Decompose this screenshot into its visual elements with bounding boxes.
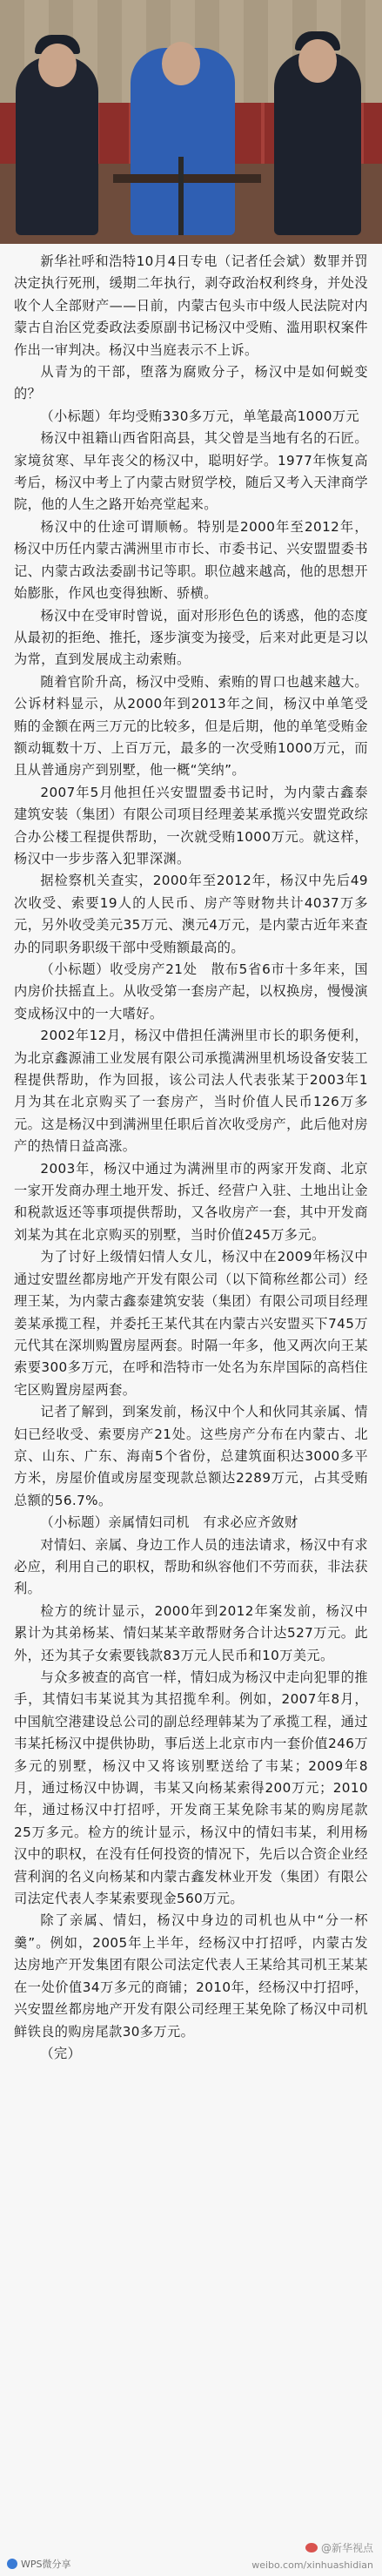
bailiff-right-head	[298, 39, 337, 83]
article-paragraph: 2003年，杨汉中通过为满洲里市的两家开发商、北京一家开发商办理土地开发、拆迁、经营户入驻、土地出让金和税款返还等事项提供帮助，又各收房产一套，其中开发商刘某为其在北京购买的别墅，当时价值245万多元。	[14, 1160, 368, 1243]
footer	[0, 2515, 382, 2576]
weibo-watermark	[305, 2540, 373, 2555]
microphone-stand	[178, 157, 184, 235]
article-paragraph: 2007年5月他担任兴安盟盟委书记时，为内蒙古鑫泰建筑安装（集团）有限公司项目经理姜某承揽兴安盟党政综合办公楼工程提供帮助，一次就受贿1000万元。就这样，杨汉中一步步落入犯罪深渊。	[14, 784, 368, 867]
article-paragraph: 杨汉中在受审时曾说，面对形形色色的诱惑，他的态度从最初的拒绝、推托，逐步演变为接受，后来对此更是习以为常，直到发展成主动索贿。	[14, 607, 368, 668]
article-end-mark: （完）	[40, 2045, 82, 2061]
article-paragraph: 检方的统计显示，2000年到2012年案发前，杨汉中累计为其弟杨某、情妇某某辛敢帮财务合计达527万元。此外，还为其子女索要钱款83万元人民币和10万美元。	[14, 1602, 368, 1663]
article-subheading: （小标题）亲属情妇司机 有求必应齐敛财	[40, 1514, 298, 1531]
article-paragraph: 2002年12月，杨汉中借担任满洲里市长的职务便利，为北京鑫源浦工业发展有限公司承揽满洲里机场设备安装工程提供帮助，作为回报，该公司法人代表张某于2003年1月为其在北京购买了一套房产，当时价值人民币126万多元。这是杨汉中到满洲里任职后首次收受房产，此后他对房产的热情日益高涨。	[14, 1028, 368, 1155]
wps-label: WPS微分享	[21, 2559, 71, 2570]
weibo-handle: @新华视点	[320, 2542, 373, 2554]
article-subheading: （小标题）年均受贿330多万元，单笔最高1000万元	[40, 408, 359, 424]
article-paragraph: 记者了解到，到案发前，杨汉中个人和伙同其亲属、情妇已经收受、索要房产21处。这些房产分布在内蒙古、北京、山东、广东、海南5个省份，总建筑面积达3000多平方米，房屋价值或房屋变现款总额达2289万元，占其受贿总额的56.7%。	[14, 1404, 368, 1508]
bailiff-left-head	[38, 44, 77, 87]
wps-share-tag	[7, 2557, 71, 2571]
article-paragraph: 新华社呼和浩特10月4日专电（记者任会斌）数罪并罚决定执行死刑，缓期二年执行，剥夺政治权利终身，并处没收个人全部财产——日前，内蒙古包头市中级人民法院对内蒙古自治区党委政法委原副书记杨汉中受贿、滥用职权案件作出一审判决。杨汉中当庭表示不上诉。	[14, 253, 368, 358]
weibo-url: weibo.com/xinhuashidian	[251, 2559, 373, 2571]
article-paragraph: 与众多被查的高官一样，情妇成为杨汉中走向犯罪的推手，其情妇韦某说其为其招揽牟利。例如，2007年8月，中国航空港建设总公司的副总经理韩某为了承揽工程，通过韦某托杨汉中提供协助，事后送上北京市内一套价值246万多元的别墅，杨汉中又将该别墅送给了韦某；2009年8月，通过杨汉中协调，韦某又向杨某索得200万元；2010年，通过杨汉中打招呼，开发商王某免除韦某的购房尾款25万多元。检方的统计显示，杨汉中的情妇韦某，利用杨汉中的职权，在没有任何投资的情况下，先后以合资企业经营利润的名义向杨某和内蒙古鑫发林业开发（集团）有限公司法定代表人李某索要现金560万元。	[14, 1669, 368, 1907]
article-paragraph: 杨汉中的仕途可谓顺畅。特别是2000年至2012年，杨汉中历任内蒙古满洲里市市长、市委书记、兴安盟盟委书记、内蒙古政法委副书记等职。职位越来越高，他的思想开始膨胀，作风也变得独断、骄横。	[14, 518, 368, 602]
dock-rail	[113, 174, 261, 183]
weibo-icon	[305, 2543, 318, 2552]
article-subheading: （小标题）收受房产21处 散布5省6市十多年来，国内房价扶摇直上。从收受第一套房产起，以权换房，慢慢演变成杨汉中的一大嗜好。	[14, 961, 368, 1022]
article-paragraph: 为了讨好上级情妇情人女儿，杨汉中在2009年杨汉中通过安盟丝都房地产开发有限公司（以下简称丝都公司）经理王某，为内蒙古鑫泰建筑安装（集团）有限公司项目经理姜某承揽工程，并委托王某代其在内蒙古兴安盟买下745万元代其在深圳购置房屋两套。时隔一年多，他又两次向王某索要300多万元，在呼和浩特市一处名为东岸国际的高档住宅区购置房屋两套。	[14, 1249, 368, 1398]
courtroom-photo	[0, 0, 382, 244]
article-paragraph: 从青为的干部，堕落为腐败分子，杨汉中是如何蜕变的？	[14, 364, 368, 402]
article-paragraph: 杨汉中祖籍山西省阳高县，其父曾是当地有名的石匠。家境贫寒、早年丧父的杨汉中，聪明好学。1977年恢复高考后，杨汉中考上了内蒙古财贸学校，随后又考入天津商学院，他的人生之路开始亮堂起来。	[14, 430, 368, 513]
article-paragraph: 除了亲属、情妇，杨汉中身边的司机也从中“分一杯羹”。例如，2005年上半年，经杨汉中打招呼，内蒙古发达房地产开发集团有限公司法定代表人王某给其司机王某某在一处价值34万多元的商铺；2010年，经杨汉中打招呼，兴安盟丝都房地产开发有限公司经理王某免除了杨汉中司机鲜铁良的购房尾款30多万元。	[14, 1912, 368, 2040]
article-paragraph: 据检察机关查实，2000年至2012年，杨汉中先后49次收受、索要19人的人民币、房产等财物共计4037万多元，另外收受美元35万元、澳元4万元，是内蒙古近年来查办的同职务职级干部中受贿额最高的。	[14, 873, 368, 955]
article-paragraph: 随着官阶升高，杨汉中受贿、索贿的胃口也越来越大。公诉材料显示，从2000年到2013年之间，杨汉中单笔受贿的金额在两三万元的比较多，但是后期，他的单笔受贿金额动辄数十万、上百万元，最多的一次受贿1000万元，而且从普通房产到别墅，他一概“笑纳”。	[14, 673, 368, 779]
article-paragraph: 对情妇、亲属、身边工作人员的违法请求，杨汉中有求必应，利用自己的职权，帮助和纵容他们不劳而获，非法获利。	[14, 1536, 368, 1597]
article-body	[0, 244, 382, 2065]
defendant-head	[162, 42, 200, 85]
wps-icon	[7, 2559, 17, 2569]
